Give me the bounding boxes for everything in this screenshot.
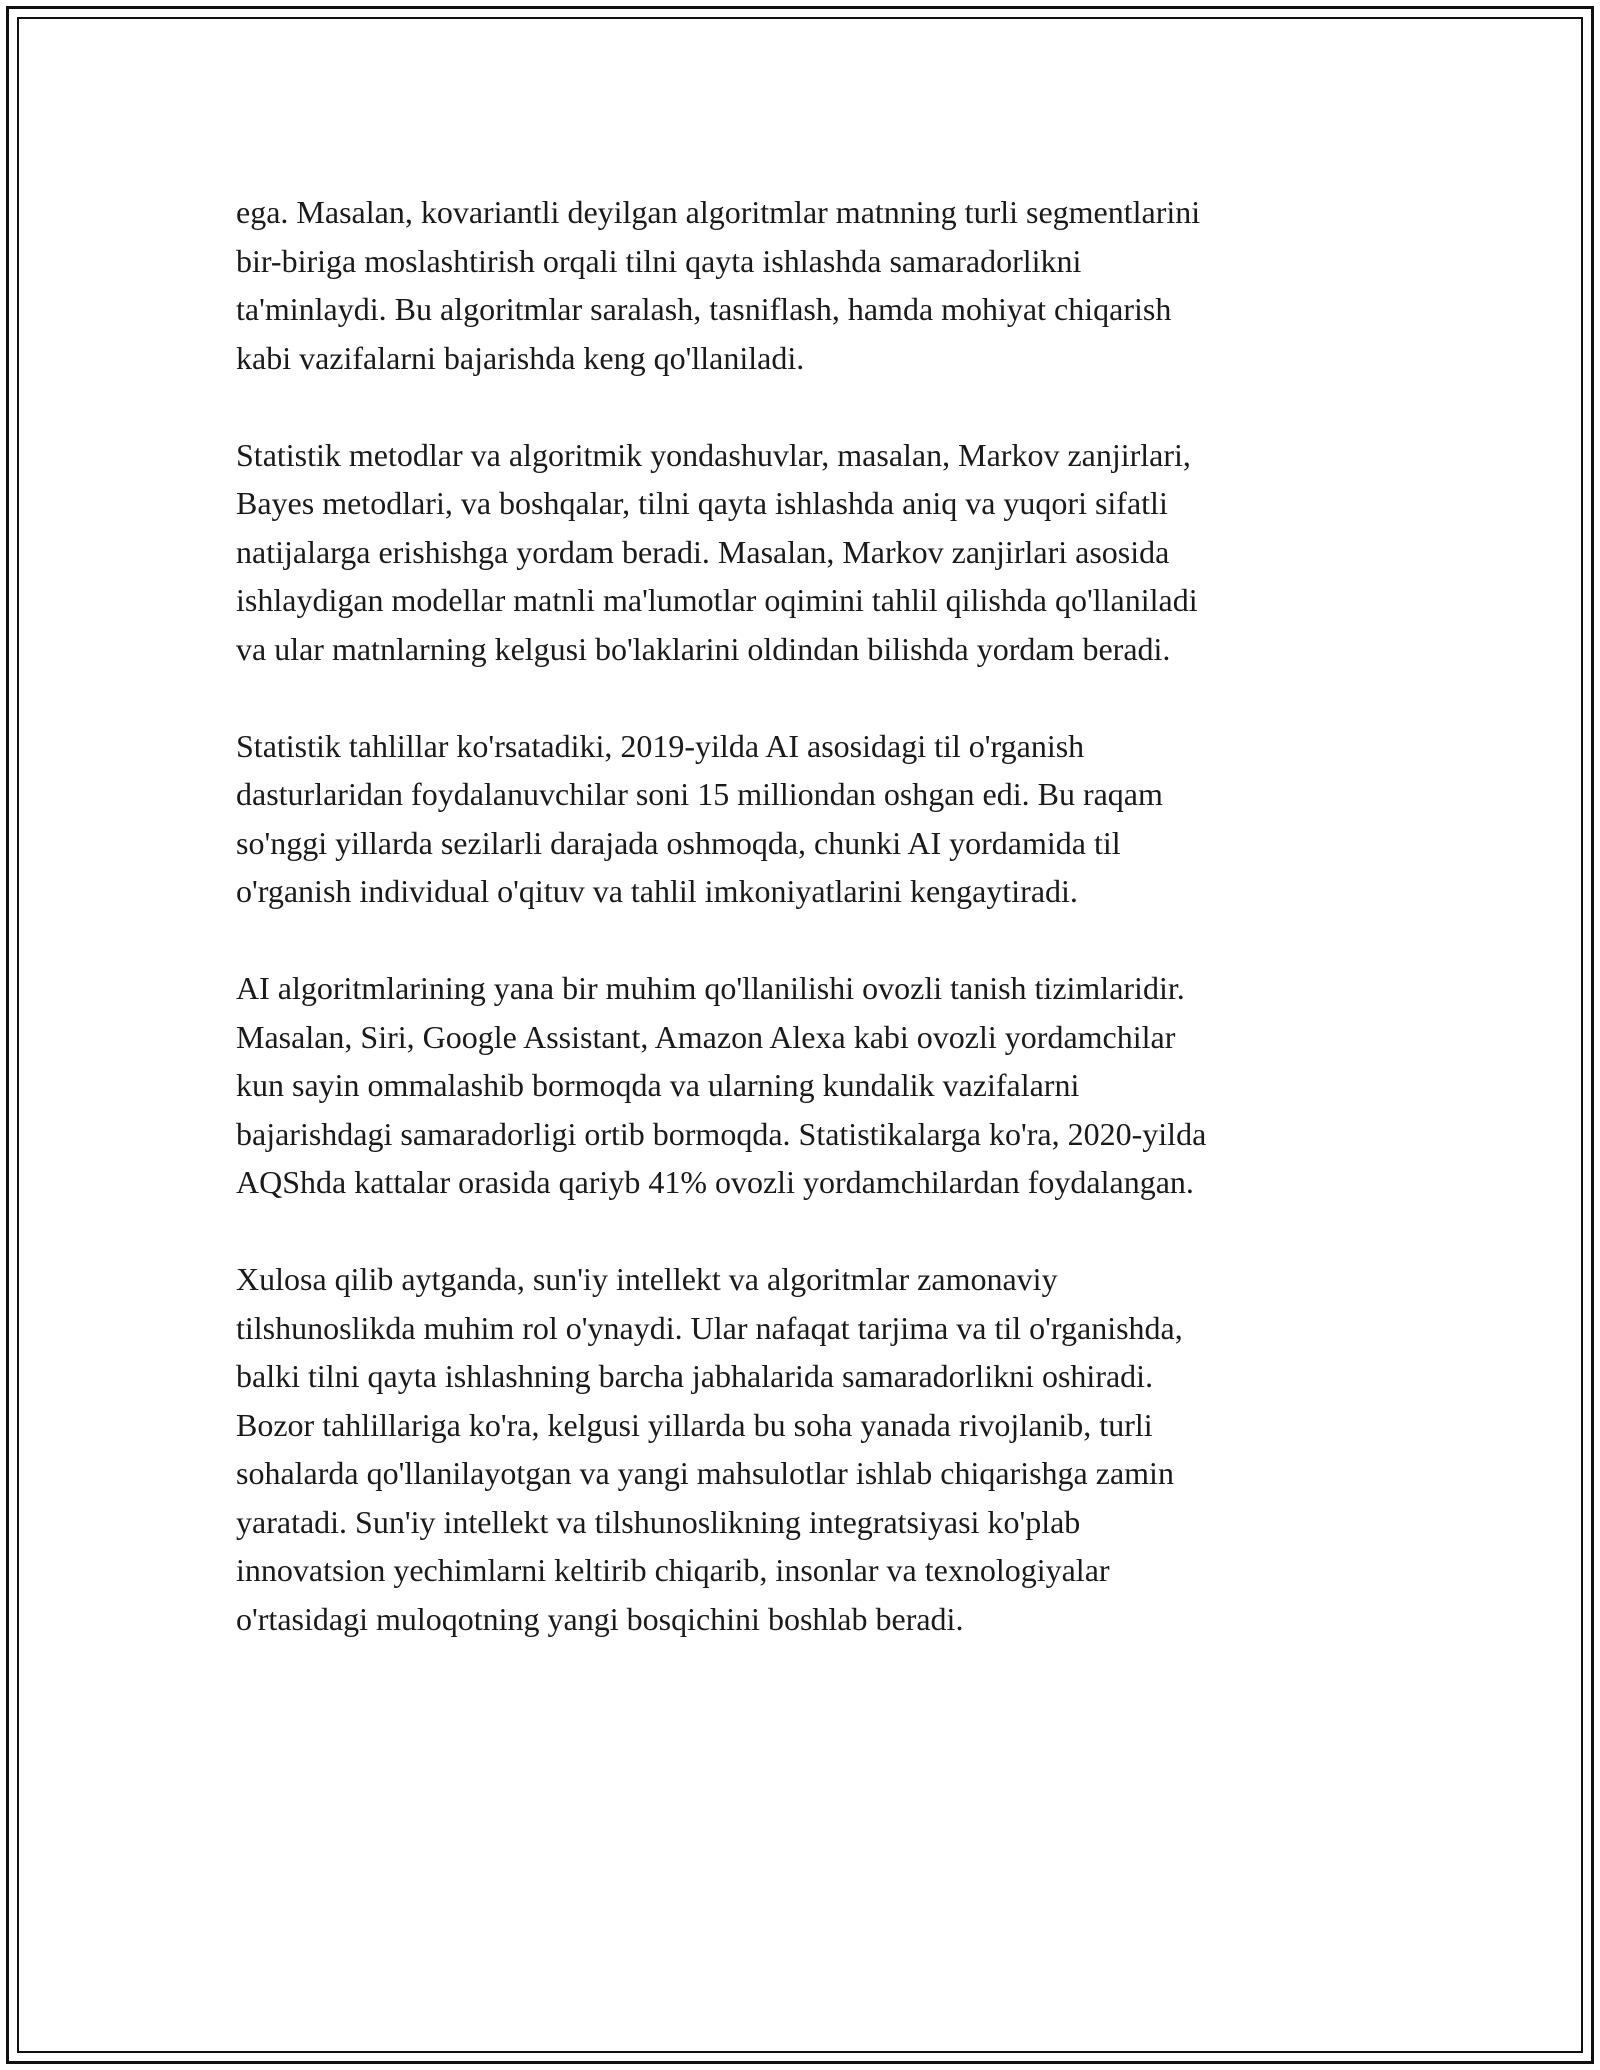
paragraph-statistical-methods: Statistik metodlar va algoritmik yondashuvlar, masalan, Markov zanjirlari, Bayes metodlari, va boshqalar, tilni qayta ishlashda aniq va yuqori sifatli natijalarga erishishga yordam beradi. Masalan, Markov zanjirlari asosida ishlaydigan modellar matnli ma'lumotlar oqimini tahlil qilishda qo'llaniladi va ular matnlarning kelgusi bo'laklarini oldindan bilishda yordam beradi. [236,436,1198,667]
paragraph-language-learning-stats: Statistik tahlillar ko'rsatadiki, 2019-yilda AI asosidagi til o'rganish dasturlaridan foydalanuvchilar soni 15 milliondan oshgan edi. Bu raqam so'nggi yillarda sezilarli darajada oshmoqda, chunki AI yordamida til o'rganish individual o'qituv va tahlil imkoniyatlarini kengaytiradi. [236,727,1163,909]
paragraph-voice-assistants: AI algoritmlarining yana bir muhim qo'llanilishi ovozli tanish tizimlaridir. Masalan, Siri, Google Assistant, Amazon Alexa kabi ovozli yordamchilar kun sayin ommalashib bormoqda va ularning kundalik vazifalarni bajarishdagi samaradorligi ortib bormoqda. Statistikalarga ko'ra, 2020-yilda AQShda kattalar orasida qariyb 41% ovozli yordamchilardan foydalangan. [236,970,1207,1200]
document-body [236,188,1366,1643]
paragraph-conclusion: Xulosa qilib aytganda, sun'iy intellekt va algoritmlar zamonaviy tilshunoslikda muhim rol o'ynaydi. Ular nafaqat tarjima va til o'rganishda, balki tilni qayta ishlashning barcha jabhalarida samaradorlikni oshiradi. Bozor tahlillariga ko'ra, kelgusi yillarda bu soha yanada rivojlanib, turli sohalarda qo'llanilayotgan va yangi mahsulotlar ishlab chiqarishga zamin yaratadi. Sun'iy intellekt va tilshunoslikning integratsiyasi ko'plab innovatsion yechimlarni keltirib chiqarib, insonlar va texnologiyalar o'rtasidagi muloqotning yangi bosqichini boshlab beradi. [236,1261,1183,1637]
paragraph-algorithms: ega. Masalan, kovariantli deyilgan algoritmlar matnning turli segmentlarini bir-biriga moslashtirish orqali tilni qayta ishlashda samaradorlikni ta'minlaydi. Bu algoritmlar saralash, tasniflash, hamda mohiyat chiqarish kabi vazifalarni bajarishda keng qo'llaniladi. [236,194,1201,376]
